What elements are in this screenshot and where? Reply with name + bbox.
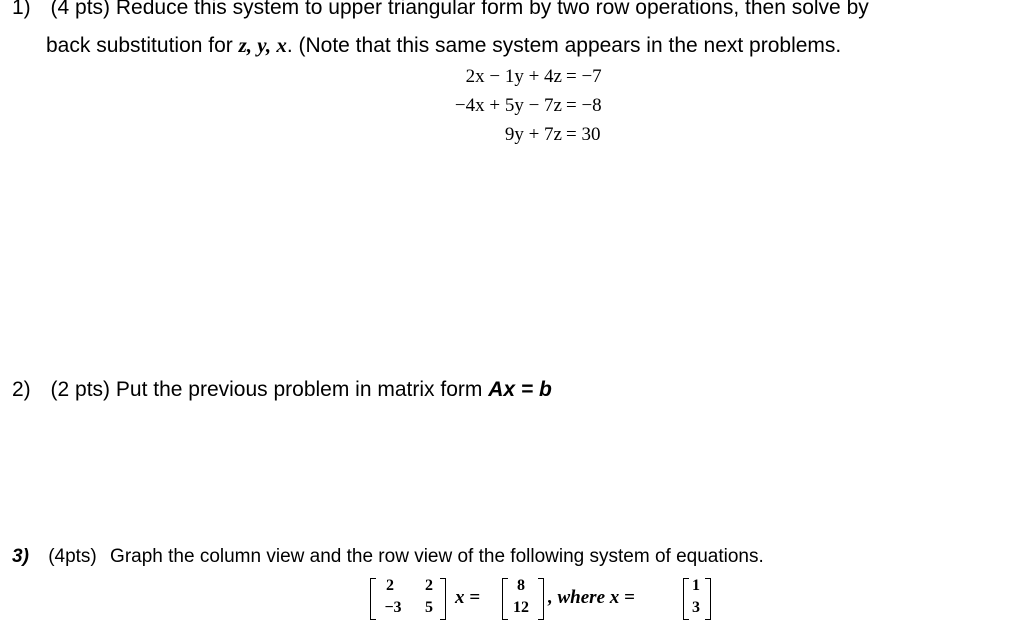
problem-3-line (12, 546, 764, 568)
equation-2-lhs: −4x + 5y − 7z (454, 95, 562, 116)
vector-x-1: 1 (692, 577, 700, 594)
problem-1-line-2 (46, 33, 841, 58)
equation-1-lhs: 2x − 1y + 4z (465, 66, 562, 87)
problem-1-vars: z, y, x (238, 33, 287, 57)
vector-b-2: 12 (513, 599, 529, 616)
matrix-a-22: 5 (425, 599, 433, 616)
problem-1-text: Reduce this system to upper triangular form by two row operations, then solve by (115, 0, 869, 19)
matrix-a-12: 2 (425, 577, 433, 594)
vector-b-1: 8 (517, 577, 525, 594)
vector-x-right-bracket (705, 578, 711, 620)
x-equals: x = (455, 587, 481, 608)
problem-1-line-1 (12, 0, 869, 20)
problem-1-text-2: back substitution for (46, 34, 233, 57)
problem-2-number: 2) (12, 378, 31, 401)
problem-1-points: (4 pts) (50, 0, 111, 19)
problem-1-text-3: . (Note that this same system appears in the next problems. (286, 34, 842, 57)
matrix-a-11: 2 (386, 577, 394, 594)
problem-3-number: 3) (12, 546, 29, 567)
equation-1-rhs: = −7 (566, 66, 602, 87)
equation-3-lhs: 9y + 7z (504, 124, 562, 145)
matrix-a-21: −3 (384, 599, 402, 616)
equation-3-rhs: = 30 (566, 124, 601, 145)
matrix-left-bracket (370, 578, 376, 620)
problem-1-number: 1) (12, 0, 31, 19)
problem-2-formula: Ax = b (488, 378, 552, 401)
problem-2-line (12, 378, 552, 402)
problem-2-text: Put the previous problem in matrix form (115, 378, 483, 401)
where-x-label: , where x = (548, 587, 635, 608)
vector-b-right-bracket (538, 578, 544, 620)
equation-2-rhs: = −8 (566, 95, 602, 116)
matrix-right-bracket (440, 578, 446, 620)
problem-2-points: (2 pts) (50, 378, 111, 401)
vector-x-2: 3 (692, 599, 700, 616)
problem-3-text: Graph the column view and the row view of the following system of equations. (110, 546, 764, 567)
problem-3-points: (4pts) (48, 546, 97, 567)
